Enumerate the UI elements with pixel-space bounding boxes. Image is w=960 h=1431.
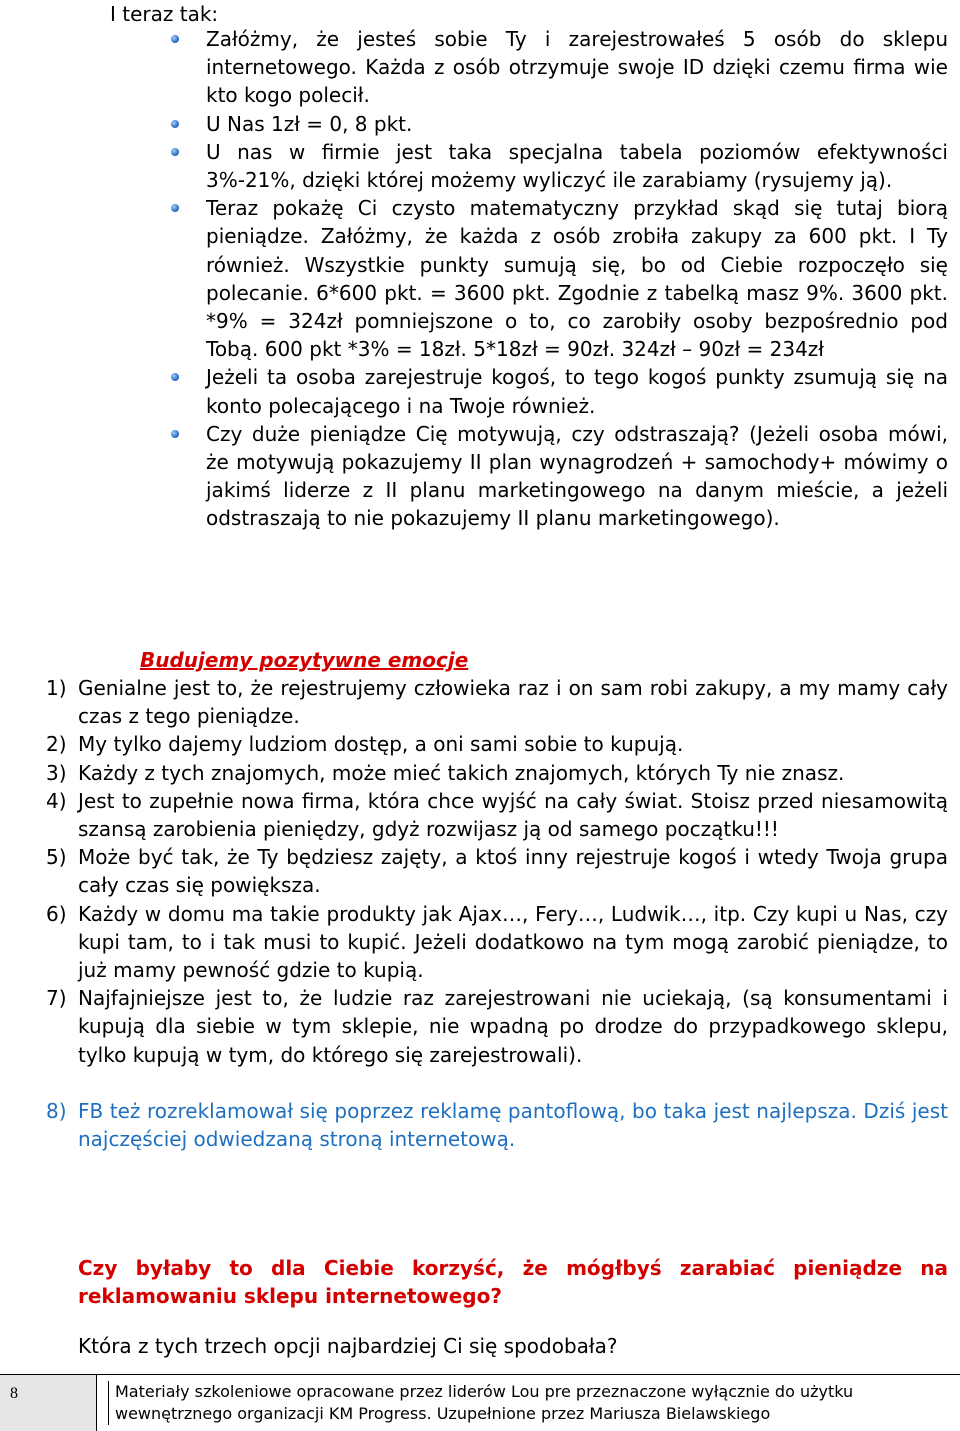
page-number-box [0,1375,97,1431]
page-footer [0,1374,960,1431]
closing-question: Która z tych trzech opcji najbardziej Ci się spodobała? [78,1334,618,1358]
item-text: Każdy w domu ma takie produkty jak Ajax…, Fery…, Ludwik…, itp. Czy kupi u Nas, czy kupi tam, to i tak musi to kupić. Jeżeli dodatkowo na tym mogą zarobić pieniądze, to już mamy pewność gdzie to kupią. [78,901,948,983]
bullet-icon [171,430,179,438]
bullet-icon [171,148,179,156]
list-item-highlighted [46,1097,948,1153]
bullet-item [162,194,948,363]
bullet-text: Załóżmy, że jesteś sobie Ty i zarejestrowałeś 5 osób do sklepu internetowego. Każda z osób otrzymuje swoje ID dzięki czemu firma wie kto kogo polecił. [206,27,948,108]
bullet-text: U nas w firmie jest taka specjalna tabela poziomów efektywności 3%-21%, dzięki której możemy wyliczyć ile zarabiamy (rysujemy ją). [206,139,948,193]
item-number: 2) [46,732,67,757]
bullet-icon [171,373,179,381]
list-item [46,730,948,758]
numbered-list [46,674,948,1153]
page-number: 8 [10,1385,18,1402]
item-text: Jest to zupełnie nowa firma, która chce wyjść na cały świat. Stoisz przed niesamowitą szansą zarobienia pieniędzy, gdyż rozwijasz ją od samego początku!!! [78,788,948,842]
bullet-list [162,25,948,533]
key-question: Czy byłaby to dla Ciebie korzyść, że mógłbyś zarabiać pieniądze na reklamowaniu sklepu internetowego? [78,1256,948,1308]
bullet-item [162,420,948,533]
bullet-text: Teraz pokażę Ci czysto matematyczny przykład skąd się tutaj biorą pieniądze. Załóżmy, że każda z osób zrobiła zakupy za 600 pkt. I Ty również. Wszystkie punkty sumują się, bo od Ciebie rozpoczęło się polecanie. 6*600 pkt. = 3600 pkt. Zgodnie z tabelką masz 9%. 3600 pkt. *9% = 324zł pomniejszone o to, co zarobiły osoby bezpośrednio pod Tobą. 600 pkt *3% = 18zł. 5*18zł = 90zł. 324zł – 90zł = 234zł [206,196,948,362]
bullet-text: Jeżeli ta osoba zarejestruje kogoś, to tego kogoś punkty zsumują się na konto polecającego i na Twoje również. [206,365,948,418]
list-item [46,900,948,985]
item-number: 3) [46,760,67,785]
footer-note: Materiały szkoleniowe opracowane przez liderów Lou pre przeznaczone wyłącznie do użytku wewnętrznego organizacji KM Progress. Uzupełnione przez Mariusza Bielawskiego [108,1381,948,1425]
bullet-item [162,138,948,194]
bullet-icon [171,120,179,128]
item-text: My tylko dajemy ludziom dostęp, a oni sami sobie to kupują. [78,732,684,757]
item-text: Każdy z tych znajomych, może mieć takich znajomych, których Ty nie znasz. [78,760,845,785]
item-number: 1) [46,676,67,700]
bullet-text: U Nas 1zł = 0, 8 pkt. [206,111,413,136]
item-number: 4) [46,788,67,813]
list-item [46,984,948,1069]
item-text: Najfajniejsze jest to, że ludzie raz zarejestrowani nie uciekają, (są konsumentami i kupują dla siebie w tym sklepie, nie wpadną po drodze do przypadkowego sklepu, tylko kupują w tym, do którego się zarejestrowali). [78,986,948,1067]
item-text: Genialne jest to, że rejestrujemy człowieka raz i on sam robi zakupy, a my mamy cały czas z tego pieniądze. [78,676,948,729]
item-text: Może być tak, że Ty będziesz zajęty, a ktoś inny rejestruje kogoś i wtedy Twoja grupa cały czas się powiększa. [78,845,948,898]
section-heading: Budujemy pozytywne emocje [140,648,469,672]
list-item [46,787,948,843]
item-text: FB też rozreklamował się poprzez reklamę pantoflową, bo taka jest najlepsza. Dziś jest najczęściej odwiedzaną stroną internetową. [78,1098,948,1152]
bullet-item [162,25,948,110]
bullet-text: Czy duże pieniądze Cię motywują, czy odstraszają? (Jeżeli osoba mówi, że motywują pokazujemy II plan wynagrodzeń + samochody+ mówimy o jakimś liderze z II planu marketingowego na danym mieście, a jeżeli odstraszają to nie pokazujemy II planu marketingowego). [206,421,948,531]
bullet-icon [171,204,179,212]
bullet-item [162,363,948,419]
bullet-icon [171,35,179,43]
item-number: 6) [46,901,67,926]
item-number: 7) [46,986,67,1011]
intro-line: I teraz tak: [110,2,219,26]
list-item [46,674,948,730]
item-number: 8) [46,1098,67,1123]
list-item [46,759,948,787]
list-item [46,843,948,899]
item-number: 5) [46,845,67,870]
bullet-item [162,110,948,138]
